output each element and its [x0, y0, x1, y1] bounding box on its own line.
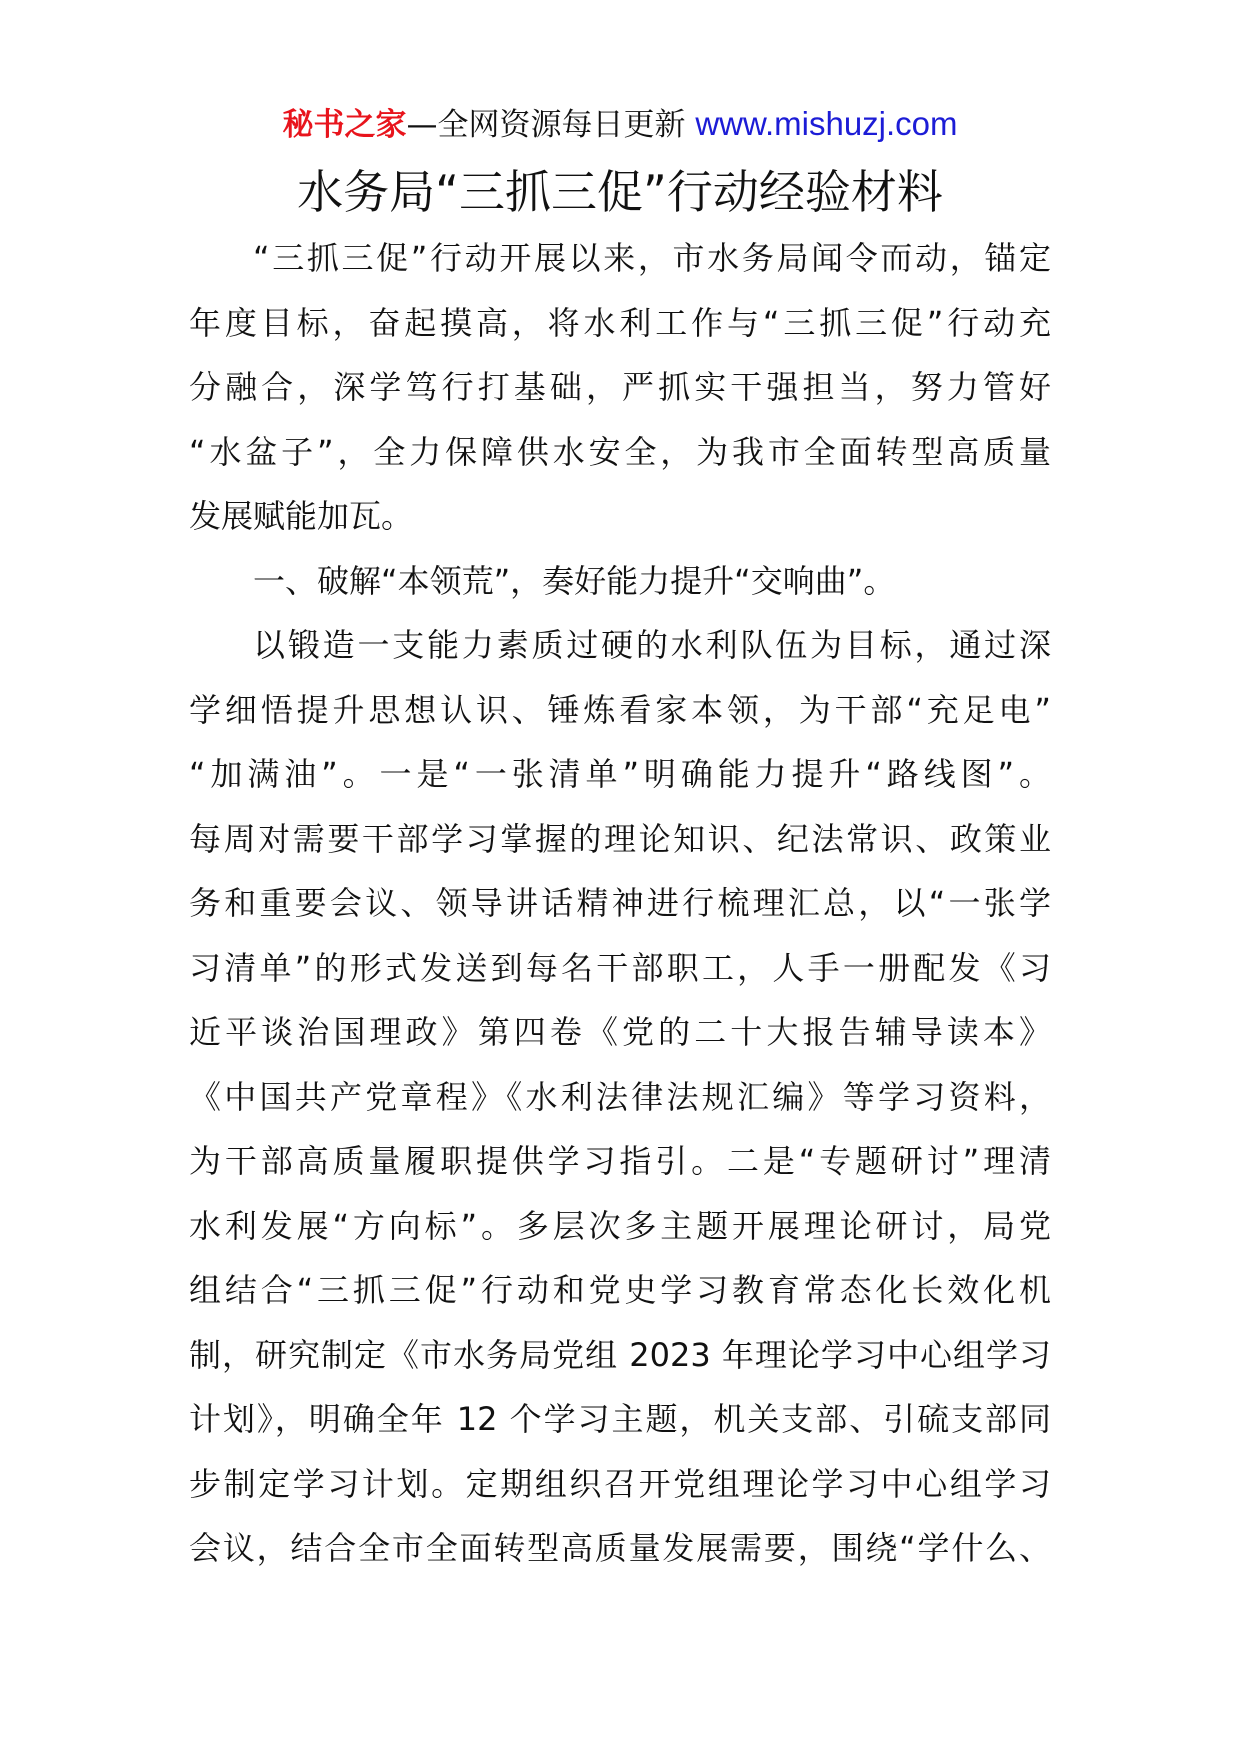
body-line: 务和重要会议、领导讲话精神进行梳理汇总，以“一张学 [189, 884, 1051, 922]
document-body [189, 230, 1051, 1585]
brand-name: 秘书之家 [282, 107, 407, 143]
body-line: “水盆子”，全力保障供水安全，为我市全面转型高质量 [189, 432, 1051, 471]
body-line: 水利发展“方向标”。多层次多主题开展理论研讨，局党 [189, 1206, 1051, 1245]
body-line: 会议，结合全市全面转型高质量发展需要，围绕“学什么、 [189, 1529, 1051, 1567]
body-line: 计划》，明确全年 12 个学习主题，机关支部、引硫支部同 [189, 1400, 1051, 1438]
body-line: 发展赋能加瓦。 [189, 497, 414, 535]
site-banner [0, 102, 1240, 147]
body-line: 分融合，深学笃行打基础，严抓实干强担当，努力管好 [189, 368, 1051, 406]
body-line: 以锻造一支能力素质过硬的水利队伍为目标，通过深 [253, 626, 1051, 664]
body-line: 近平谈治国理政》第四卷《党的二十大报告辅导读本》 [189, 1013, 1051, 1051]
body-line: “三抓三促”行动开展以来，市水务局闻令而动，锚定 [253, 239, 1051, 277]
document-title: 水务局“三抓三促”行动经验材料 [297, 165, 943, 219]
body-line: “加满油”。一是“一张清单”明确能力提升“路线图”。 [189, 755, 1051, 793]
site-url[interactable]: www.mishuzj.com [695, 105, 958, 142]
body-line: 学细悟提升思想认识、锤炼看家本领，为干部“充足电” [189, 690, 1051, 729]
body-line: 组结合“三抓三促”行动和党史学习教育常态化长效化机 [189, 1271, 1051, 1309]
body-line: 制，研究制定《市水务局党组 2023 年理论学习中心组学习 [189, 1335, 1051, 1374]
body-line: 习清单”的形式发送到每名干部职工，人手一册配发《习 [189, 948, 1051, 987]
section-heading: 一、破解“本领荒”，奏好能力提升“交响曲”。 [253, 561, 896, 600]
banner-tagline: —全网资源每日更新 [406, 107, 686, 143]
body-line: 《中国共产党章程》《水利法律法规汇编》等学习资料， [189, 1077, 1051, 1116]
body-line: 步制定学习计划。定期组织召开党组理论学习中心组学习 [189, 1464, 1051, 1503]
body-line: 为干部高质量履职提供学习指引。二是“专题研讨”理清 [189, 1142, 1051, 1180]
body-line: 年度目标，奋起摸高，将水利工作与“三抓三促”行动充 [189, 303, 1051, 342]
body-line: 每周对需要干部学习掌握的理论知识、纪法常识、政策业 [189, 819, 1051, 858]
